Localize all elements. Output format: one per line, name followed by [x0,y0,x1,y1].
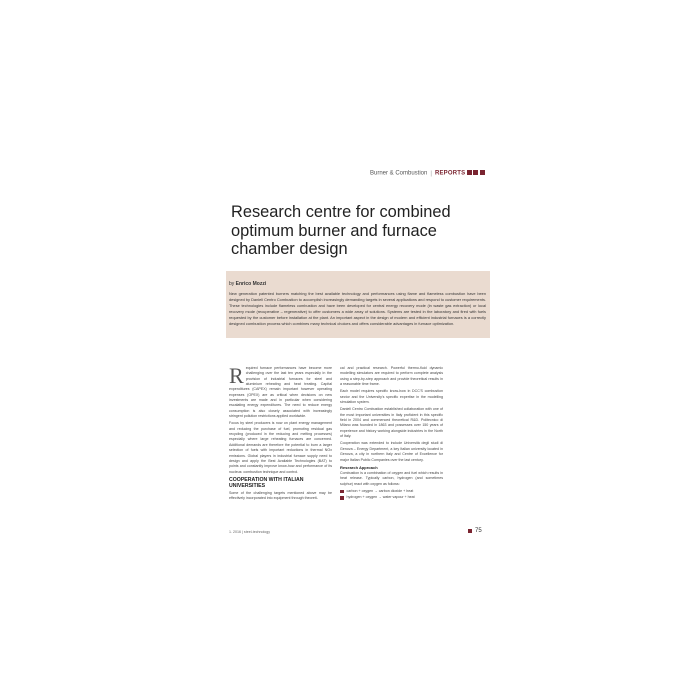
square-icon [468,529,472,533]
body-column-right [340,366,443,502]
paragraph: Cooperation was extended to include Università degli studi di Genova – Energy Department, a key Italian university located in Genova, a city in northern Italy and Centre of Excellence for major Italian Public Companies over the last century. [340,441,443,462]
page-number-text: 75 [475,528,482,534]
equation-item [340,489,443,494]
paragraph: Each model requires specific know-how in DCC'S combustion sector and the University's specific expertise in the modelling simulation system. [340,389,443,405]
section-label: Burner & Combustion [370,170,428,177]
subsection-heading: Research Approach [340,464,378,470]
byline [229,281,266,287]
paragraph: cal and practical research. Powerful thermo-fluid dynamic modelling simulators are required to perform complete analysis using a step-by-step approach and provide theoretical results in a reasonable time frame. [340,366,443,387]
paragraph [229,363,332,419]
paragraph: Danieli Centro Combustion established collaboration with one of the most important universities in Italy proficient in this specific field in 2004 and commenced theoretical R&D. Politecnico di Milano was founded in 1863 and possesses over 150 years of experience and history working alongside industries in the North of Italy. [340,407,443,439]
body-column-left [229,363,332,504]
square-bullet-icon [340,496,344,500]
article-title: Research centre for combined optimum burner and furnace chamber design [231,203,451,258]
square-icon [473,170,478,175]
abstract-text: New generation patented burners matching the best available technology and performances using flame and flameless combustion have been designed by Danieli Centro Combustion to accomplish increasingly demanding targets in several applications and respond to customer requirements. These technologies include flameless combustion and have been developed for central energy recovery mode (in waste gas extraction) or local recovery mode (recuperative – regenerative) to offer customers a wide array of solutions. Systems are tested in the laboratory and fired with fuels requested by the customer before installation at the plant. An important aspect in the design of modern and efficient industrial furnaces is a correctly designed combustion process which combines many technical choices and offers considerable advantages in furnace optimization. [229,291,486,326]
header-separator: | [430,170,432,177]
square-icon [467,170,472,175]
author-name: Enrico Mozzi [235,281,267,287]
square-icon [480,170,485,175]
byline-prefix: by [229,281,235,287]
equation-text: carbon + oxygen → carbon dioxide + heat [346,488,414,493]
paragraph: Combustion is a combination of oxygen and fuel which results in heat release. Typically carbon, hydrogen (and sometimes sulphur) react with oxygen as follows: [340,470,443,486]
drop-cap: R [229,363,244,388]
equation-text: hydrogen + oxygen → water vapour + heat [346,495,415,500]
reports-label: REPORTS [434,170,466,177]
square-bullet-icon [340,490,344,494]
running-header [370,170,492,177]
section-heading: COOPERATION WITH ITALIAN UNIVERSITIES [229,476,304,489]
page-number [468,528,482,534]
paragraph: Focus by steel producers is now on plant energy management and reducing the purchase of fuel, promoting residual gas recycling (produced in the reducing and melting processes) especially where large reheating furnaces are concerned. Additional demands are therefore the potential to burn a larger selection of fuels with important reductions in thermal NOx emissions. Global players in industrial furnace supply need to design and apply the Best Available Technologies (BAT) to points and constantly improve know-how and performance of its nucleus: combustion technique and control. [229,421,332,474]
paragraph-text: equired furnace performances have become more challenging over the last ten years especially in the provision of industrial furnaces for steel and aluminium reheating and heat treating. Capital expenditures (CAPEX) remain important however operating expenses (OPEX) are as critical when decisions on new investments are made and in particular when considering escalating energy expenditures. The need to reduce energy consumption is also closely associated with increasingly stringent pollution restrictions applied worldwide. [229,366,332,419]
paragraph: Some of the challenging targets mentioned above may be effectively incorporated into equipment through theoreti- [229,490,332,501]
equation-item [340,495,443,500]
footer-publication: 1. 2016 | steel-technology [229,530,271,534]
